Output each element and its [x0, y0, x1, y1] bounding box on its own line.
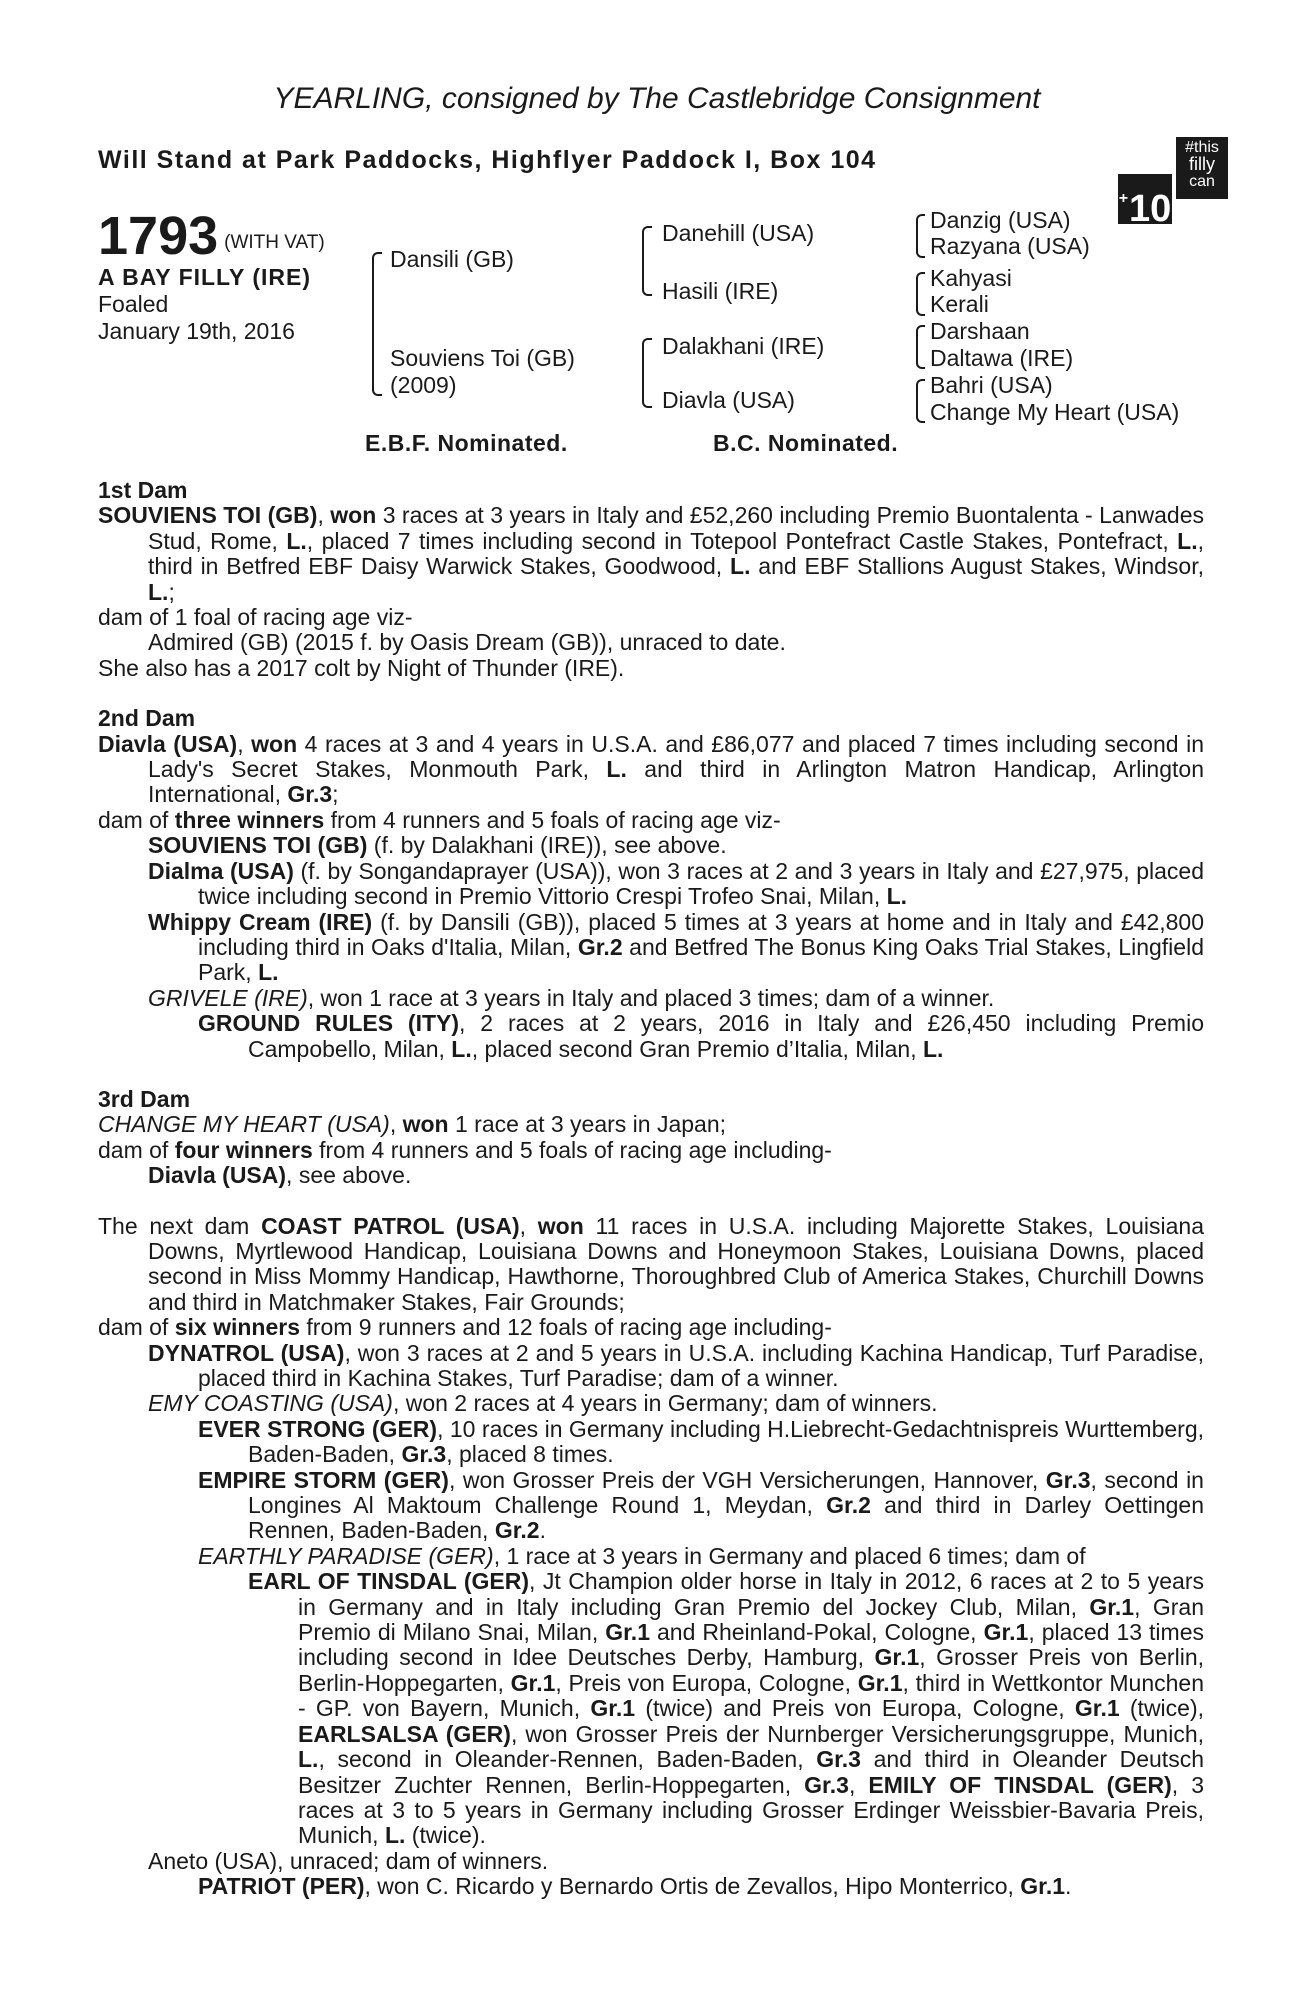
ped-gen3-6: Daltawa (IRE) [930, 345, 1074, 371]
horse-description: A BAY FILLY (IRE) [98, 264, 311, 290]
dam4-progeny-2: EMY COASTING (USA), won 2 races at 4 years in Germany; dam of winners. [148, 1390, 938, 1417]
dam2-entry: Diavla (USA), won 4 races at 3 and 4 years in U.S.A. and £86,077 and placed 7 times including second in Lady's Secret Stakes, Monmouth Park, L. and third in Arlington Matron Handicap, Arlington International, Gr.3; [98, 730, 1205, 808]
bc-nominated: B.C. Nominated. [713, 430, 899, 456]
dam3-entry: CHANGE MY HEART (USA), won 1 race at 3 years in Japan; [98, 1111, 727, 1138]
dam2-progeny-2: Dialma (USA) (f. by Songandaprayer (USA)), won 3 races at 2 and 3 years in Italy and £27,975, placed twice including second in Premio Vittorio Crespi Trofeo Snai, Milan, L. [148, 857, 1204, 910]
foaled-label: Foaled [98, 291, 169, 317]
hashtag-line-3: can [1189, 173, 1215, 190]
ped-gen3-2: Razyana (USA) [930, 233, 1090, 259]
ped-gen3-5: Darshaan [930, 318, 1030, 344]
consignment-header: YEARLING, consigned by The Castlebridge Consignment [273, 82, 1041, 115]
dam1-heading: 1st Dam [98, 477, 188, 503]
ped-gen3-3: Kahyasi [930, 265, 1012, 291]
ped-brace-7 [916, 379, 925, 423]
dam3-heading: 3rd Dam [98, 1085, 191, 1112]
ped-brace-4 [916, 214, 925, 258]
dam4-progeny-3: Aneto (USA), unraced; dam of winners. [148, 1847, 549, 1874]
dam4-progeny-2a: EVER STRONG (GER), 10 races in Germany including H.Liebrecht-Gedachtnispreis Wurttemberg, Baden-Baden, Gr.3, placed 8 times. [198, 1415, 1204, 1468]
dam4-progeny-3a: PATRIOT (PER), won C. Ricardo y Bernardo Ortis de Zevallos, Hipo Monterrico, Gr.1. [198, 1873, 1072, 1900]
dam2-produce: dam of three winners from 4 runners and 5 foals of racing age viz- [98, 806, 781, 833]
lot-number-row [98, 206, 325, 273]
dam2-heading: 2nd Dam [98, 705, 196, 732]
ped-brace-5 [916, 272, 925, 316]
dam4-progeny-2c1: EARL OF TINSDAL (GER), Jt Champion older horse in Italy in 2012, 6 races at 2 to 5 years in Germany and in Italy including Gran Premio del Jockey Club, Milan, Gr.1, Gran Premio di Milano Snai, Milan, Gr.1 and Rheinland-Pokal, Cologne, Gr.1, placed 13 times including second in Idee Deutsches Derby, Hamburg, Gr.1, Grosser Preis von Berlin, Berlin-Hoppegarten, Gr.1, Preis von Europa, Cologne, Gr.1, third in Wettkontor Munchen - GP. von Bayern, Munich, Gr.1 (twice) and Preis von Europa, Cologne, Gr.1 (twice), EARLSALSA (GER), won Grosser Preis der Nurnberger Versicherungsgruppe, Munich, L., second in Oleander-Rennen, Baden-Baden, Gr.3 and third in Oleander Deutsch Besitzer Zuchter Rennen, Berlin-Hoppegarten, Gr.3, EMILY OF TINSDAL (GER), 3 races at 3 to 5 years in Germany including Grosser Erdinger Weissbier-Bavaria Preis, Munich, L. (twice). [248, 1568, 1205, 1849]
vat-note: (WITH VAT) [224, 232, 325, 253]
ped-brace-1 [372, 252, 382, 396]
plus-icon: + [1118, 190, 1129, 207]
hashtag-line-1: #this [1185, 139, 1219, 156]
plus-ten-badge [1118, 174, 1172, 230]
ebf-nominated: E.B.F. Nominated. [365, 430, 568, 456]
ped-gen3-1: Danzig (USA) [930, 207, 1071, 233]
ped-brace-2 [642, 226, 652, 296]
ped-sire-dam: Hasili (IRE) [662, 278, 779, 304]
dam1-foal: Admired (GB) (2015 f. by Oasis Dream (GB)), unraced to date. [148, 629, 786, 656]
dam4-produce: dam of six winners from 9 runners and 12 foals of racing age including- [98, 1314, 832, 1341]
dam3-progeny-1: Diavla (USA), see above. [148, 1162, 412, 1189]
plus-ten-value: 10 [1129, 188, 1172, 230]
ped-dam: Souviens Toi (GB) [390, 345, 575, 371]
dam1-produce-intro: dam of 1 foal of racing age viz- [98, 604, 413, 631]
dam3-produce: dam of four winners from 4 runners and 5 foals of racing age including- [98, 1136, 832, 1163]
catalogue-body [98, 478, 1204, 1900]
dam2-progeny-1: SOUVIENS TOI (GB) (f. by Dalakhani (IRE)), see above. [148, 832, 727, 859]
stand-location: Will Stand at Park Paddocks, Highflyer Paddock I, Box 104 [98, 146, 877, 174]
dam1-also: She also has a 2017 colt by Night of Thunder (IRE). [98, 654, 625, 681]
ped-gen3-7: Bahri (USA) [930, 372, 1053, 398]
dam2-progeny-4a: GROUND RULES (ITY), 2 races at 2 years, 2016 in Italy and £26,450 including Premio Campobello, Milan, L., placed second Gran Premio d’Italia, Milan, L. [198, 1010, 1204, 1062]
ped-dam-sire: Dalakhani (IRE) [662, 333, 825, 359]
dam2-progeny-4: GRIVELE (IRE), won 1 race at 3 years in Italy and placed 3 times; dam of a winner. [148, 984, 995, 1011]
foaled-block [98, 291, 295, 345]
dam4-entry: The next dam COAST PATROL (USA), won 11 races in U.S.A. including Majorette Stakes, Louisiana Downs, Myrtlewood Handicap, Louisiana Downs and Honeymoon Stakes, Louisiana Downs, placed second in Miss Mommy Handicap, Hawthorne, Thoroughbred Club of America Stakes, Churchill Downs and third in Matchmaker Stakes, Fair Grounds; [98, 1212, 1204, 1315]
dam2-progeny-3: Whippy Cream (IRE) (f. by Dansili (GB)), placed 5 times at 3 years at home and in Italy and £42,800 including third in Oaks d'Italia, Milan, Gr.2 and Betfred The Bonus King Oaks Trial Stakes, Lingfield Park, L. [148, 908, 1205, 986]
ped-gen3-8: Change My Heart (USA) [930, 399, 1180, 425]
ped-sire-sire: Danehill (USA) [662, 220, 815, 246]
ped-brace-3 [642, 338, 652, 408]
foaled-date: January 19th, 2016 [98, 318, 295, 344]
ped-gen3-4: Kerali [930, 291, 989, 317]
dam1-entry: SOUVIENS TOI (GB), won 3 races at 3 years in Italy and £52,260 including Premio Buontalenta - Lanwades Stud, Rome, L., placed 7 times including second in Totepool Pontefract Castle Stakes, Pontefract, L., third in Betfred EBF Daisy Warwick Stakes, Goodwood, L. and EBF Stallions August Stakes, Windsor, L.; [98, 502, 1204, 605]
ped-brace-6 [916, 325, 925, 369]
dam4-progeny-2c: EARTHLY PARADISE (GER), 1 race at 3 years in Germany and placed 6 times; dam of [198, 1542, 1086, 1569]
lot-number: 1793 [98, 206, 219, 266]
ped-dam-dam: Diavla (USA) [662, 387, 795, 413]
hashtag-badge [1176, 137, 1228, 199]
ped-dam-year: (2009) [390, 372, 457, 398]
dam4-progeny-2b: EMPIRE STORM (GER), won Grosser Preis der VGH Versicherungen, Hannover, Gr.3, second in Longines Al Maktoum Challenge Round 1, Meydan, Gr.2 and third in Darley Oettingen Rennen, Baden-Baden, Gr.2. [198, 1466, 1204, 1544]
dam4-progeny-1: DYNATROL (USA), won 3 races at 2 and 5 years in U.S.A. including Kachina Handicap, Turf Paradise, placed third in Kachina Stakes, Turf Paradise; dam of a winner. [148, 1339, 1204, 1391]
ped-sire: Dansili (GB) [390, 246, 514, 272]
hashtag-line-2: filly [1189, 154, 1215, 174]
